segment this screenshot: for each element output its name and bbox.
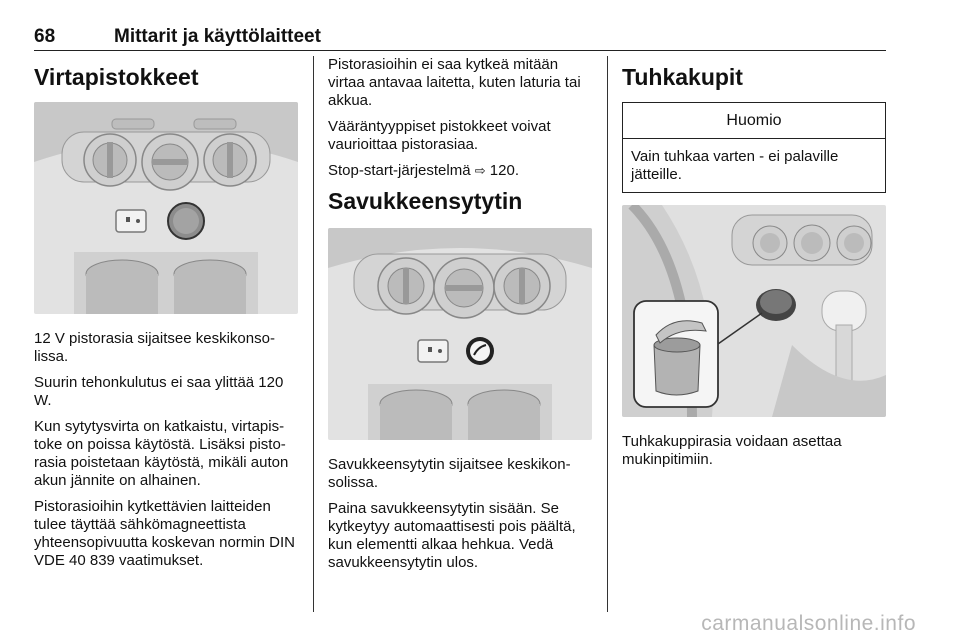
section-title-ashtrays: Tuhkakupit — [622, 64, 743, 90]
paragraph: Pistorasioihin kytkettävien laitteiden tulee täyttää sähkömagneettista yhteensopivuutta koskevan normin DIN VDE 40 839 vaatimukset. — [34, 498, 295, 569]
paragraph: Pistorasioihin ei saa kytkeä mitään virtaa antavaa laitetta, kuten laturia tai akkua. — [328, 56, 581, 109]
column-cigarette-lighter — [328, 56, 594, 580]
paragraph: Suurin tehonkulutus ei saa ylittää 120 W. — [34, 374, 284, 409]
paragraph: 12 V pistorasia sijaitsee keskikonso-lissa. — [34, 330, 275, 365]
xref-text: Stop-start-järjestelmä — [328, 162, 471, 179]
note-body: Vain tuhkaa varten - ei palaville jätteille. — [631, 148, 839, 183]
chapter-title: Mittarit ja käyttölaitteet — [114, 26, 321, 47]
note-title: Huomio — [623, 103, 885, 139]
paragraph: Savukkeensytytin sijaitsee keskikon-solissa. — [328, 456, 571, 491]
column-power-outlets — [34, 56, 300, 578]
cross-reference — [328, 162, 594, 180]
paragraph: Tuhkakuppirasia voidaan asettaa mukinpitimiin. — [622, 433, 842, 468]
column-divider — [607, 56, 608, 612]
section-title-power-outlets: Virtapistokkeet — [34, 64, 199, 90]
power-outlet-illustration — [34, 102, 298, 314]
watermark: carmanualsonline.info — [701, 612, 916, 635]
column-divider — [313, 56, 314, 612]
xref-page: 120. — [489, 162, 519, 179]
note-box — [622, 102, 886, 193]
column-ashtrays — [622, 56, 886, 477]
paragraph: Kun sytytysvirta on katkaistu, virtapis-toke on poissa käytöstä. Lisäksi pisto-rasia poistetaan käytöstä, mikäli auton akun jännite on alhainen. — [34, 418, 289, 489]
paragraph: Vääräntyyppiset pistokkeet voivat vaurioittaa pistorasiaa. — [328, 118, 551, 153]
paragraph: Paina savukkeensytytin sisään. Se kytkeytyy automaattisesti pois päältä, kun elementti alkaa hehkua. Vedä savukkeensytytin ulos. — [328, 500, 576, 571]
arrow-right-icon: ⇨ — [474, 163, 486, 178]
section-title-cigarette-lighter: Savukkeensytytin — [328, 188, 523, 214]
cigarette-lighter-illustration — [328, 228, 592, 440]
page-number: 68 — [34, 26, 56, 47]
ashtray-illustration — [622, 205, 886, 417]
page-header — [34, 26, 886, 51]
